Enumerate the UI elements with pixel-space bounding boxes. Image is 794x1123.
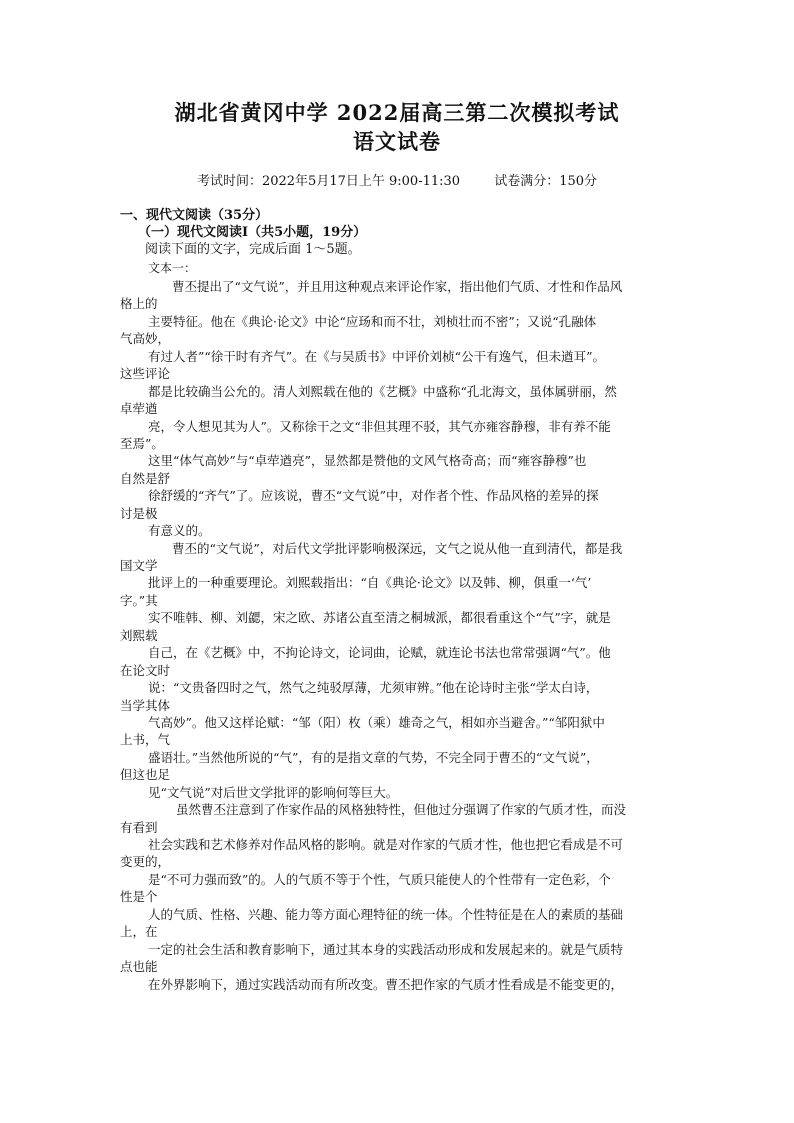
passage-line: 国文学 xyxy=(120,558,158,573)
passage-line: 刘熙载 xyxy=(120,627,158,643)
passage-line: 有意义的。 xyxy=(148,523,211,539)
passage-line: 这些评论 xyxy=(120,366,171,382)
passage-line: 一定的社会生活和教育影响下，通过其本身的实践活动形成和发展起来的。就是气质特 xyxy=(148,941,624,957)
passage-line: 字。”其 xyxy=(120,592,158,608)
passage-line: 有过人者”“徐干时有齐气”。在《与吴质书》中评价刘桢“公干有逸气，但未遒耳”。 xyxy=(148,348,605,364)
passage-line: 人的气质、性格、兴趣、能力等方面心理特征的统一体。个性特征是在人的素质的基础 xyxy=(148,906,624,922)
passage-line: 在论文时 xyxy=(120,662,171,678)
exam-time: 考试时间：2022年5月17日上午 9:00-11:30 xyxy=(196,174,461,189)
section-heading: 一、现代文阅读（35分） xyxy=(120,208,269,223)
passage-line: 在外界影响下，通过实践活动而有所改变。曹丕把作家的气质才性看成是不能变更的， xyxy=(148,976,624,992)
passage-line: 有看到 xyxy=(120,819,158,835)
passage-line: 格上的 xyxy=(120,296,158,312)
passage-line: 都是比较确当公允的。清人刘熙载在他的《艺概》中盛称“孔北海文，虽体属骈丽，然 xyxy=(148,383,617,399)
exam-subtitle: 语文试卷 xyxy=(353,129,441,154)
full-score: 试卷满分：150分 xyxy=(494,174,598,189)
passage-line: 主要特征。他在《典论·论文》中论“应玚和而不壮，刘桢壮而不密”；又说“孔融体 xyxy=(148,313,597,329)
passage-line: 上，在 xyxy=(120,924,158,940)
passage-body xyxy=(120,278,680,993)
passage-line: 是“不可力强而致”的。人的气质不等于个性，气质只能使人的个性带有一定色彩，个 xyxy=(148,871,611,887)
passage-line: 卓荦遒 xyxy=(120,401,158,417)
passage-line: 徐舒缓的“齐气”了。应该说，曹丕“文气说”中，对作者个性、作品风格的差异的探 xyxy=(148,488,599,504)
passage-line: 这里“体气高妙”与“卓荦遒亮”，显然都是赞他的文风气格奇高；而“雍容静穆”也 xyxy=(148,453,587,469)
reading-instruction: 阅读下面的文字，完成后面 1～5题。 xyxy=(145,242,361,257)
passage-line: 盛语壮。”当然他所说的“气”，有的是指文章的气势，不完全同于曹丕的“文气说”， xyxy=(148,749,599,765)
text-label: 文本一： xyxy=(148,261,197,275)
passage-line: 当学其体 xyxy=(120,697,171,713)
passage-line: 至焉”。 xyxy=(120,435,164,451)
passage-line: 亮，令人想见其为人”。又称徐干之文“非但其理不驳，其气亦雍容静穆，非有养不能 xyxy=(148,418,611,434)
passage-line: 说：“文贵备四时之气，然气之纯驳厚薄，尤须审辨。”他在论诗时主张“学太白诗， xyxy=(148,680,599,696)
passage-line: 气高妙， xyxy=(120,331,171,347)
passage-line: 实不唯韩、柳、刘勰，宋之欧、苏诸公直至清之桐城派，都很看重这个“气”字，就是 xyxy=(148,610,611,626)
exam-info xyxy=(0,170,794,189)
passage-line: 曹丕提出了“文气说”，并且用这种观点来评论作家，指出他们气质、才性和作品风 xyxy=(172,279,623,294)
passage-line: 社会实践和艺术修养对作品风格的影响。就是对作家的气质才性，他也把它看成是不可 xyxy=(148,837,624,852)
passage-line: 点也能 xyxy=(120,959,158,975)
passage-line: 讨是极 xyxy=(120,505,158,521)
passage-line: 上书，气 xyxy=(120,732,171,748)
passage-line: 自己，在《艺概》中，不拘论诗文，论词曲，论赋，就连论书法也常常强调“气”。他 xyxy=(148,645,611,661)
subsection-heading: （一）现代文阅读Ⅰ（共5小题，19分） xyxy=(138,225,367,240)
passage-line: 虽然曹丕注意到了作家作品的风格独特性，但他过分强调了作家的气质才性，而没 xyxy=(176,802,627,818)
passage-line: 但这也足 xyxy=(120,767,171,783)
passage-line: 自然是舒 xyxy=(120,470,171,486)
passage-line: 变更的， xyxy=(120,854,171,870)
exam-title: 湖北省黄冈中学 2022届高三第二次模拟考试 xyxy=(174,100,620,125)
passage-line: 见“文气说”对后世文学批评的影响何等巨大。 xyxy=(148,784,399,800)
passage-line: 批评上的一种重要理论。刘熙载指出：“自《典论·论文》以及韩、柳，俱重一‘气’ xyxy=(148,575,592,591)
passage-line: 气高妙”。他又这样论赋：“邹（阳）枚（乘）雄奇之气，相如亦当避舍。”“邹阳狱中 xyxy=(148,714,605,730)
passage-line: 性是个 xyxy=(120,889,158,905)
passage-line: 曹丕的“文气说”，对后代文学批评影响极深远，文气之说从他一直到清代，都是我 xyxy=(172,540,623,556)
